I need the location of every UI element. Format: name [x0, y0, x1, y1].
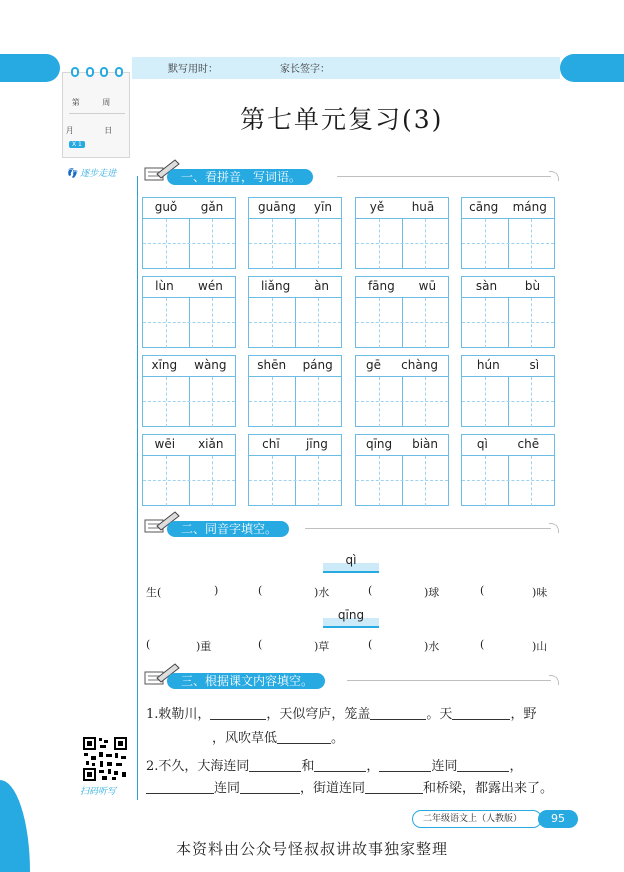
fill-text: (	[368, 638, 373, 651]
grid-guide-line	[485, 298, 486, 348]
pinyin-pair	[356, 200, 448, 218]
section-2-header	[137, 518, 561, 540]
grid-guide-line	[295, 219, 296, 269]
recite-text: ，街道连同	[300, 781, 366, 796]
pinyin-syllable: wén	[198, 279, 223, 293]
footprint-label	[66, 166, 116, 179]
pinyin-syllable: liǎng	[260, 279, 291, 293]
fill-text: )山	[532, 640, 548, 653]
pinyin-syllable: guǒ	[154, 200, 178, 214]
pinyin-pair	[249, 358, 341, 376]
grid-guide-line	[425, 456, 426, 506]
grid-guide-line	[143, 401, 235, 402]
pinyin-syllable: chē	[517, 437, 540, 451]
grid-guide-line	[379, 456, 380, 506]
calendar-badge: X 1	[69, 141, 85, 148]
writing-grid[interactable]	[462, 376, 554, 426]
answer-blank[interactable]	[457, 758, 509, 772]
parent-sign-label: 家长签字：	[280, 64, 330, 75]
fill-text: )水	[424, 640, 440, 653]
writing-grid[interactable]	[249, 297, 341, 347]
fill-text: )草	[314, 640, 330, 653]
word-box	[248, 276, 342, 348]
recite-text: 连同	[431, 759, 458, 774]
pinyin-pair	[462, 437, 554, 455]
grid-guide-line	[462, 401, 554, 402]
calendar-card	[62, 72, 130, 158]
word-box	[248, 197, 342, 269]
grid-guide-line	[356, 480, 448, 481]
answer-blank[interactable]	[365, 780, 423, 794]
recite-text: 。天	[426, 707, 453, 722]
ring-icon	[100, 67, 108, 77]
grid-guide-line	[272, 456, 273, 506]
grid-guide-line	[143, 243, 235, 244]
grid-guide-line	[379, 219, 380, 269]
word-box	[355, 276, 449, 348]
section-2-title: 二、同音字填空。	[167, 521, 289, 537]
pinyin-pair	[143, 200, 235, 218]
page-title: 第七单元复习(3)	[240, 105, 444, 134]
recite-text: ，	[509, 759, 523, 774]
recite-text: 和桥梁，都露出来了。	[423, 781, 554, 796]
writing-grid[interactable]	[143, 455, 235, 505]
grid-guide-line	[272, 377, 273, 427]
pinyin-syllable: qīng	[365, 437, 393, 451]
grid-guide-line	[249, 243, 341, 244]
word-box	[142, 355, 236, 427]
answer-blank[interactable]	[146, 780, 214, 794]
pinyin-syllable: àn	[314, 279, 330, 293]
pinyin-syllable: chī	[262, 437, 280, 451]
grid-guide-line	[508, 298, 509, 348]
answer-blank[interactable]	[277, 730, 331, 744]
grid-guide-line	[249, 322, 341, 323]
word-box	[461, 197, 555, 269]
recite-text: 1.敕勒川，	[146, 707, 211, 722]
grid-guide-line	[166, 219, 167, 269]
section-2-rule-cap	[549, 523, 559, 533]
pinyin-pair	[249, 200, 341, 218]
top-bar-left-tab	[0, 54, 60, 82]
fill-text: 生(	[146, 586, 162, 599]
grid-guide-line	[531, 298, 532, 348]
grid-guide-line	[166, 298, 167, 348]
qr-label: 扫码听写	[80, 787, 117, 797]
writing-grid[interactable]	[143, 297, 235, 347]
word-box	[248, 355, 342, 427]
section-1-header	[137, 166, 561, 188]
section-1-title: 一、看拼音，写词语。	[167, 169, 313, 185]
grid-guide-line	[425, 219, 426, 269]
writing-grid[interactable]	[356, 218, 448, 268]
grid-guide-line	[462, 480, 554, 481]
writing-grid[interactable]	[249, 376, 341, 426]
fill-text: (	[258, 584, 263, 597]
homophone-2-pinyin: qīng	[323, 608, 379, 628]
answer-blank[interactable]	[210, 706, 266, 720]
grid-guide-line	[166, 456, 167, 506]
writing-grid[interactable]	[143, 376, 235, 426]
writing-grid[interactable]	[356, 297, 448, 347]
grid-guide-line	[189, 298, 190, 348]
week-label: 第 周	[71, 98, 121, 107]
section-1-rule-cap	[549, 171, 559, 181]
grid-guide-line	[508, 377, 509, 427]
margin-line	[137, 176, 138, 800]
grid-guide-line	[166, 377, 167, 427]
top-bar-right-tab	[560, 54, 624, 82]
calendar-divider	[69, 113, 125, 114]
grid-guide-line	[318, 377, 319, 427]
section-1-rule	[337, 176, 551, 177]
read-time-label: 默写用时：	[168, 64, 218, 75]
grid-guide-line	[272, 298, 273, 348]
pinyin-syllable: yě	[369, 200, 385, 214]
grid-guide-line	[212, 377, 213, 427]
grid-guide-line	[508, 219, 509, 269]
pinyin-pair	[356, 279, 448, 297]
pinyin-syllable: wàng	[194, 358, 227, 372]
grid-guide-line	[379, 298, 380, 348]
answer-blank[interactable]	[240, 780, 300, 794]
grid-guide-line	[402, 298, 403, 348]
pinyin-syllable: xiǎn	[198, 437, 224, 451]
pinyin-pair	[143, 279, 235, 297]
pinyin-pair	[249, 437, 341, 455]
footprint-icon: 👣	[66, 169, 78, 179]
grid-guide-line	[485, 219, 486, 269]
writing-grid[interactable]	[249, 455, 341, 505]
writing-grid[interactable]	[249, 218, 341, 268]
word-box	[355, 197, 449, 269]
ring-icon	[71, 67, 79, 77]
pinyin-syllable: gē	[366, 358, 382, 372]
grid-guide-line	[462, 322, 554, 323]
pinyin-syllable: huā	[411, 200, 435, 214]
grid-guide-line	[531, 456, 532, 506]
footprint-text: 逐步走进	[80, 169, 117, 179]
grid-guide-line	[212, 456, 213, 506]
word-box	[248, 434, 342, 506]
recite-text: 连同	[214, 781, 241, 796]
recite-text: 。	[331, 731, 345, 746]
fill-text: )球	[424, 586, 440, 599]
grid-guide-line	[318, 456, 319, 506]
pinyin-pair	[356, 358, 448, 376]
pinyin-syllable: xīng	[151, 358, 178, 372]
answer-blank[interactable]	[452, 706, 510, 720]
pinyin-pair	[462, 200, 554, 218]
writing-grid[interactable]	[143, 218, 235, 268]
pinyin-syllable: qì	[476, 437, 488, 451]
pinyin-syllable: lùn	[155, 279, 174, 293]
fill-text: (	[480, 638, 485, 651]
recite-text: ，风吹草低	[212, 731, 278, 746]
word-box	[142, 434, 236, 506]
pinyin-syllable: cāng	[469, 200, 499, 214]
ring-icon	[115, 67, 123, 77]
grid-guide-line	[462, 243, 554, 244]
fill-text: )	[214, 584, 219, 597]
pinyin-syllable: yīn	[313, 200, 332, 214]
calendar-rings	[71, 67, 123, 77]
recite-line-3	[146, 758, 522, 776]
section-3-title: 三、根据课文内容填空。	[167, 673, 325, 689]
grid-guide-line	[531, 219, 532, 269]
grid-guide-line	[249, 480, 341, 481]
grid-guide-line	[356, 401, 448, 402]
grid-guide-line	[189, 219, 190, 269]
pinyin-pair	[462, 279, 554, 297]
pinyin-syllable: bù	[524, 279, 541, 293]
pinyin-syllable: guāng	[258, 200, 296, 214]
pinyin-pair	[143, 358, 235, 376]
recite-line-4	[146, 780, 553, 798]
recite-line-2	[212, 730, 344, 748]
word-box	[355, 434, 449, 506]
word-box	[355, 355, 449, 427]
writing-grid[interactable]	[462, 297, 554, 347]
grid-guide-line	[485, 456, 486, 506]
grid-guide-line	[508, 456, 509, 506]
grid-guide-line	[189, 456, 190, 506]
fill-text: (	[480, 584, 485, 597]
grid-guide-line	[212, 298, 213, 348]
homophone-1-pinyin: qì	[323, 553, 379, 573]
grid-guide-line	[531, 377, 532, 427]
pinyin-syllable: shēn	[257, 358, 287, 372]
word-box	[142, 276, 236, 348]
fill-text: (	[146, 638, 151, 651]
word-box	[461, 276, 555, 348]
homophone-1-row	[146, 584, 556, 602]
pinyin-pair	[356, 437, 448, 455]
pinyin-pair	[462, 358, 554, 376]
qr-code-icon[interactable]	[82, 736, 128, 782]
grid-guide-line	[295, 298, 296, 348]
pinyin-syllable: wēi	[154, 437, 176, 451]
book-label: 二年级语文上（人教版）	[412, 810, 542, 828]
writing-grid[interactable]	[462, 455, 554, 505]
grid-guide-line	[295, 456, 296, 506]
grid-guide-line	[189, 377, 190, 427]
fill-text: )重	[196, 640, 212, 653]
grid-guide-line	[143, 480, 235, 481]
pinyin-syllable: chàng	[401, 358, 438, 372]
fill-text: (	[258, 638, 263, 651]
grid-guide-line	[425, 298, 426, 348]
section-2-rule	[305, 528, 551, 529]
pinyin-syllable: gǎn	[200, 200, 224, 214]
grid-guide-line	[356, 243, 448, 244]
pinyin-syllable: biàn	[412, 437, 439, 451]
word-box	[461, 355, 555, 427]
ring-icon	[86, 67, 94, 77]
section-3-rule	[347, 680, 551, 681]
pinyin-pair	[143, 437, 235, 455]
pinyin-syllable: páng	[302, 358, 333, 372]
grid-guide-line	[295, 377, 296, 427]
grid-guide-line	[485, 377, 486, 427]
fill-text: (	[368, 584, 373, 597]
grid-guide-line	[318, 219, 319, 269]
answer-blank[interactable]	[370, 706, 426, 720]
grid-guide-line	[212, 219, 213, 269]
writing-grid[interactable]	[356, 455, 448, 505]
grid-guide-line	[143, 322, 235, 323]
fill-text: )味	[532, 586, 548, 599]
section-3-header	[137, 670, 561, 692]
pinyin-syllable: jīng	[305, 437, 328, 451]
answer-blank[interactable]	[314, 758, 366, 772]
grid-guide-line	[402, 219, 403, 269]
date-label: 月 日	[65, 126, 127, 135]
word-box	[461, 434, 555, 506]
grid-guide-line	[402, 377, 403, 427]
pinyin-pair	[249, 279, 341, 297]
writing-grid[interactable]	[462, 218, 554, 268]
section-3-rule-cap	[549, 675, 559, 685]
answer-blank[interactable]	[379, 758, 431, 772]
recite-text: ，天似穹庐，笼盖	[266, 707, 371, 722]
pinyin-syllable: sì	[529, 358, 540, 372]
pinyin-syllable: sàn	[475, 279, 498, 293]
fill-text: )水	[314, 586, 330, 599]
answer-blank[interactable]	[249, 758, 301, 772]
recite-text: 和	[301, 759, 315, 774]
pinyin-syllable: hún	[476, 358, 500, 372]
recite-line-1	[146, 706, 536, 724]
pinyin-syllable: fāng	[367, 279, 395, 293]
page-number: 95	[538, 810, 578, 828]
grid-guide-line	[249, 401, 341, 402]
pinyin-syllable: máng	[512, 200, 547, 214]
pinyin-syllable: wū	[418, 279, 437, 293]
recite-text: 2.不久，大海连同	[146, 759, 250, 774]
grid-guide-line	[356, 322, 448, 323]
grid-guide-line	[318, 298, 319, 348]
grid-guide-line	[379, 377, 380, 427]
grid-guide-line	[272, 219, 273, 269]
homophone-2-row	[146, 638, 556, 656]
grid-guide-line	[425, 377, 426, 427]
recite-text: ，野	[510, 707, 537, 722]
writing-grid[interactable]	[356, 376, 448, 426]
grid-guide-line	[402, 456, 403, 506]
watermark-text: 本资料由公众号怪叔叔讲故事独家整理	[175, 840, 448, 858]
recite-text: ，	[366, 759, 380, 774]
word-box	[142, 197, 236, 269]
